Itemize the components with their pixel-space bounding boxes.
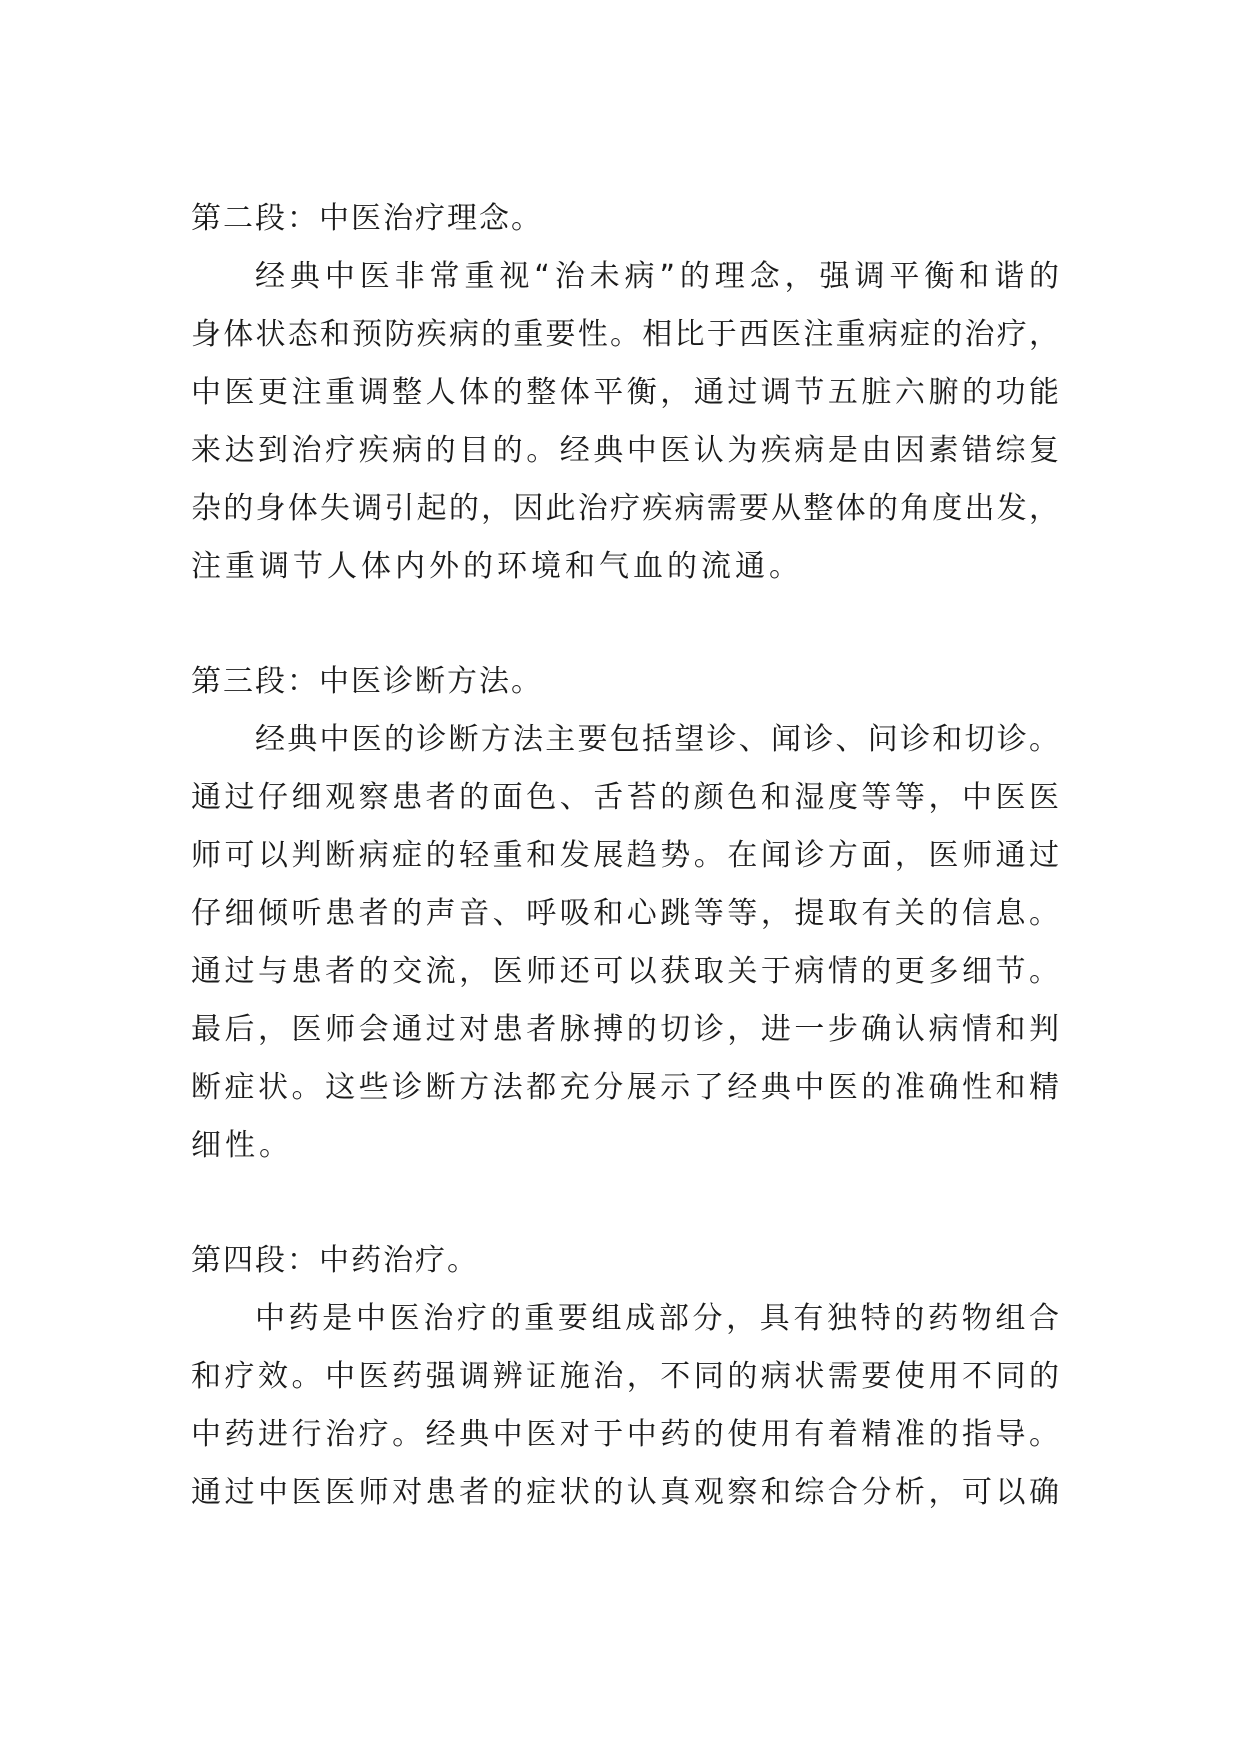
paragraph-line: 细性。 <box>191 1128 293 1163</box>
document-body <box>191 190 1059 1579</box>
paragraph-line: 通过中医医师对患者的症状的认真观察和综合分析，可以确 <box>191 1475 1059 1510</box>
paragraph-line: 中医更注重调整人体的整体平衡，通过调节五脏六腑的功能 <box>191 375 1059 410</box>
paragraph-line: 身体状态和预防疾病的重要性。相比于西医注重病症的治疗， <box>191 317 1059 352</box>
paragraph-line: 中药是中医治疗的重要组成部分，具有独特的药物组合 <box>255 1301 1059 1336</box>
section-3 <box>191 653 1059 1175</box>
paragraph-line: 经典中医的诊断方法主要包括望诊、闻诊、问诊和切诊。 <box>255 722 1059 757</box>
paragraph-line: 经典中医非常重视“治未病”的理念，强调平衡和谐的 <box>255 259 1059 294</box>
paragraph-line: 中药进行治疗。经典中医对于中药的使用有着精准的指导。 <box>191 1417 1059 1452</box>
paragraph-line: 通过仔细观察患者的面色、舌苔的颜色和湿度等等，中医医 <box>191 780 1059 815</box>
section-heading: 第三段：中医诊断方法。 <box>191 664 543 699</box>
section-2 <box>191 190 1059 596</box>
paragraph-line: 仔细倾听患者的声音、呼吸和心跳等等，提取有关的信息。 <box>191 896 1059 931</box>
paragraph-line: 通过与患者的交流，医师还可以获取关于病情的更多细节。 <box>191 954 1059 989</box>
paragraph-line: 杂的身体失调引起的，因此治疗疾病需要从整体的角度出发， <box>191 491 1059 526</box>
paragraph-line: 注重调节人体内外的环境和气血的流通。 <box>191 549 803 584</box>
paragraph-line: 来达到治疗疾病的目的。经典中医认为疾病是由因素错综复 <box>191 433 1059 468</box>
section-4 <box>191 1232 1059 1522</box>
paragraph-line: 和疗效。中医药强调辨证施治，不同的病状需要使用不同的 <box>191 1359 1059 1394</box>
paragraph-line: 断症状。这些诊断方法都充分展示了经典中医的准确性和精 <box>191 1070 1059 1105</box>
paragraph-line: 师可以判断病症的轻重和发展趋势。在闻诊方面，医师通过 <box>191 838 1059 873</box>
section-heading: 第四段：中药治疗。 <box>191 1243 479 1278</box>
section-heading: 第二段：中医治疗理念。 <box>191 201 543 236</box>
paragraph-line: 最后，医师会通过对患者脉搏的切诊，进一步确认病情和判 <box>191 1012 1059 1047</box>
